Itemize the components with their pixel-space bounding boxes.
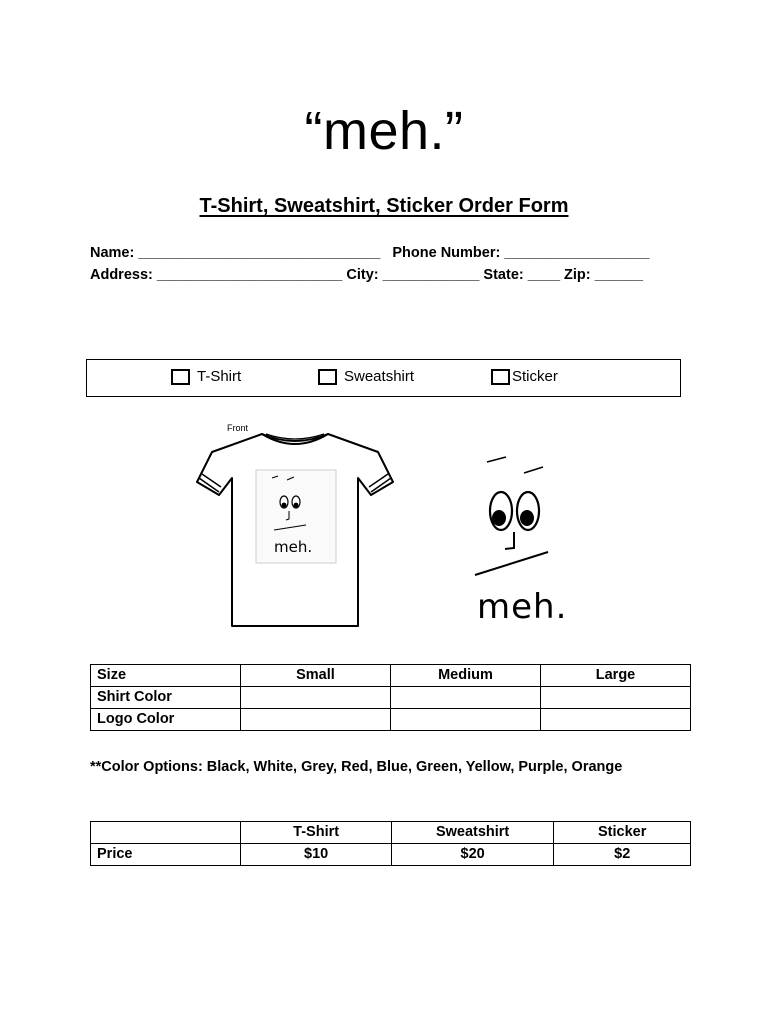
form-title-text: T-Shirt, Sweatshirt, Sticker Order Form: [199, 195, 569, 217]
price-header-sweatshirt: Sweatshirt: [391, 822, 554, 844]
logo-color-medium-cell[interactable]: [390, 709, 540, 731]
size-color-table: [90, 664, 691, 731]
meh-logo-illustration: [455, 440, 595, 630]
sweatshirt-checkbox[interactable]: [318, 369, 337, 385]
page-title: “meh.”: [304, 101, 464, 161]
color-options-note: **Color Options: Black, White, Grey, Red, Blue, Green, Yellow, Purple, Orange: [90, 759, 623, 775]
tshirt-checkbox[interactable]: [171, 369, 190, 385]
shirt-logo-text: meh.: [274, 538, 313, 556]
tshirt-illustration: [180, 412, 410, 637]
price-table: [90, 821, 691, 866]
logo-color-small-cell[interactable]: [240, 709, 390, 731]
logo-color-label: Logo Color: [91, 709, 241, 731]
logo-text: meh.: [477, 587, 568, 627]
price-row-label: Price: [91, 844, 241, 866]
price-sticker: $2: [554, 844, 691, 866]
option-sticker[interactable]: [491, 367, 558, 387]
option-sweatshirt[interactable]: [318, 367, 414, 387]
product-options-box: [86, 359, 681, 397]
table-row: [91, 822, 691, 844]
option-tshirt[interactable]: [171, 367, 241, 387]
size-header-label: Size: [91, 665, 241, 687]
price-header-tshirt: T-Shirt: [241, 822, 391, 844]
shirt-front-label: Front: [227, 423, 249, 433]
table-row: [91, 709, 691, 731]
option-tshirt-label: T-Shirt: [197, 368, 242, 385]
address-line[interactable]: Address: _______________________ City: ____________ State: ____ Zip: ______: [90, 267, 644, 283]
size-header-medium: Medium: [390, 665, 540, 687]
logo-color-large-cell[interactable]: [541, 709, 691, 731]
size-header-small: Small: [240, 665, 390, 687]
option-sweatshirt-label: Sweatshirt: [344, 368, 415, 385]
table-row: [91, 665, 691, 687]
form-title: [0, 193, 768, 219]
price-header-sticker: Sticker: [554, 822, 691, 844]
option-sticker-label: Sticker: [512, 368, 558, 385]
shirt-color-medium-cell[interactable]: [390, 687, 540, 709]
size-header-large: Large: [541, 665, 691, 687]
shirt-color-label: Shirt Color: [91, 687, 241, 709]
table-row: [91, 687, 691, 709]
shirt-color-small-cell[interactable]: [240, 687, 390, 709]
shirt-color-large-cell[interactable]: [541, 687, 691, 709]
name-phone-line[interactable]: Name: ______________________________ Phone Number: __________________: [90, 245, 650, 261]
table-row: [91, 844, 691, 866]
sticker-checkbox[interactable]: [491, 369, 510, 385]
price-header-blank: [91, 822, 241, 844]
price-tshirt: $10: [241, 844, 391, 866]
price-sweatshirt: $20: [391, 844, 554, 866]
